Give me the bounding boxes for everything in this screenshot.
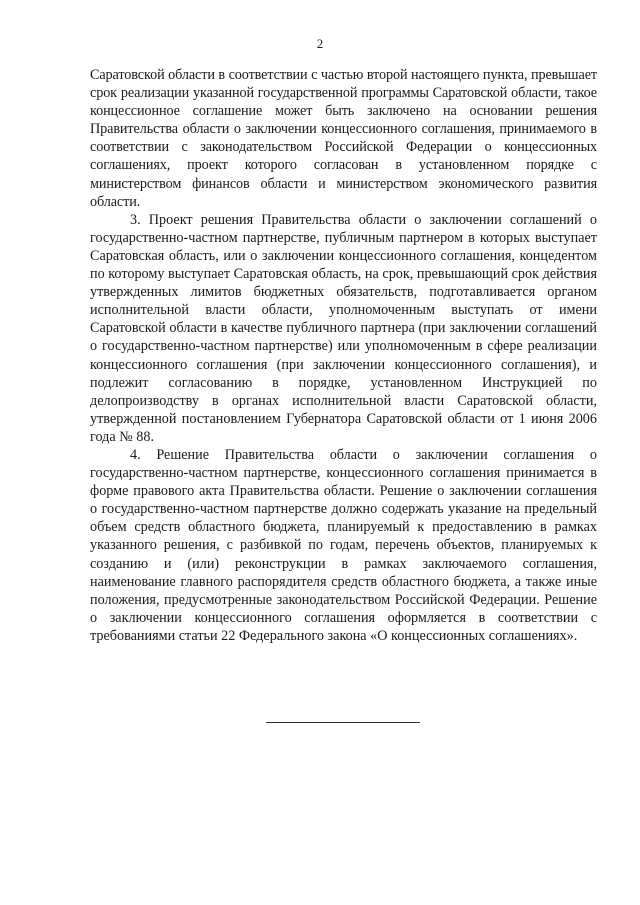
end-of-document-rule: [266, 722, 420, 723]
paragraph-continuation: Саратовской области в соответствии с частью второй настоящего пункта, превышает срок реализации указанной государственной программы Саратовской области, такое концессионное соглашение может быть заключено на основании решения Правительства области о заключении концессионного соглашения, принимаемого в соответствии с законодательством Российской Федерации о концессионных соглашениях, проект которого согласован в установленном порядке с министерством финансов области и министерством экономического развития области.: [90, 67, 597, 210]
body-text: [90, 66, 597, 645]
page-number: 2: [316, 36, 324, 51]
paragraph-item-3: 3. Проект решения Правительства области о заключении соглашений о государственно-частном партнерстве, публичным партнером в которых выступает Саратовская область, или о заключении концессионного соглашения, концедентом по которому выступает Саратовская область, на срок, превышающий срок действия утвержденных лимитов бюджетных обязательств, подготавливается органом исполнительной власти области, уполномоченным выступать от имени Саратовской области в качестве публичного партнера (при заключении соглашений о государственно-частном партнерстве) или уполномоченным в сфере реализации концессионного соглашения (при заключении концессионного соглашения), и подлежит согласованию в порядке, установленном Инструкцией по делопроизводству в органах исполнительной власти Саратовской области, утвержденной постановлением Губернатора Саратовской области от 1 июня 2006 года № 88.: [90, 211, 597, 445]
paragraph-item-4: 4. Решение Правительства области о заключении соглашения о государственно-частном партнерстве, концессионного соглашения принимается в форме правового акта Правительства области. Решение о заключении соглашения о государственно-частном партнерстве должно содержать указание на предельный объем средств областного бюджета, планируемый к предоставлению в рамках указанного решения, с разбивкой по годам, перечень объектов, планируемых к созданию и (или) реконструкции в рамках заключаемого соглашения, наименование главного распорядителя средств областного бюджета, а также иные положения, предусмотренные законодательством Российской Федерации. Решение о заключении концессионного соглашения оформляется в соответствии с требованиями статьи 22 Федерального закона «О концессионных соглашениях».: [90, 446, 597, 644]
